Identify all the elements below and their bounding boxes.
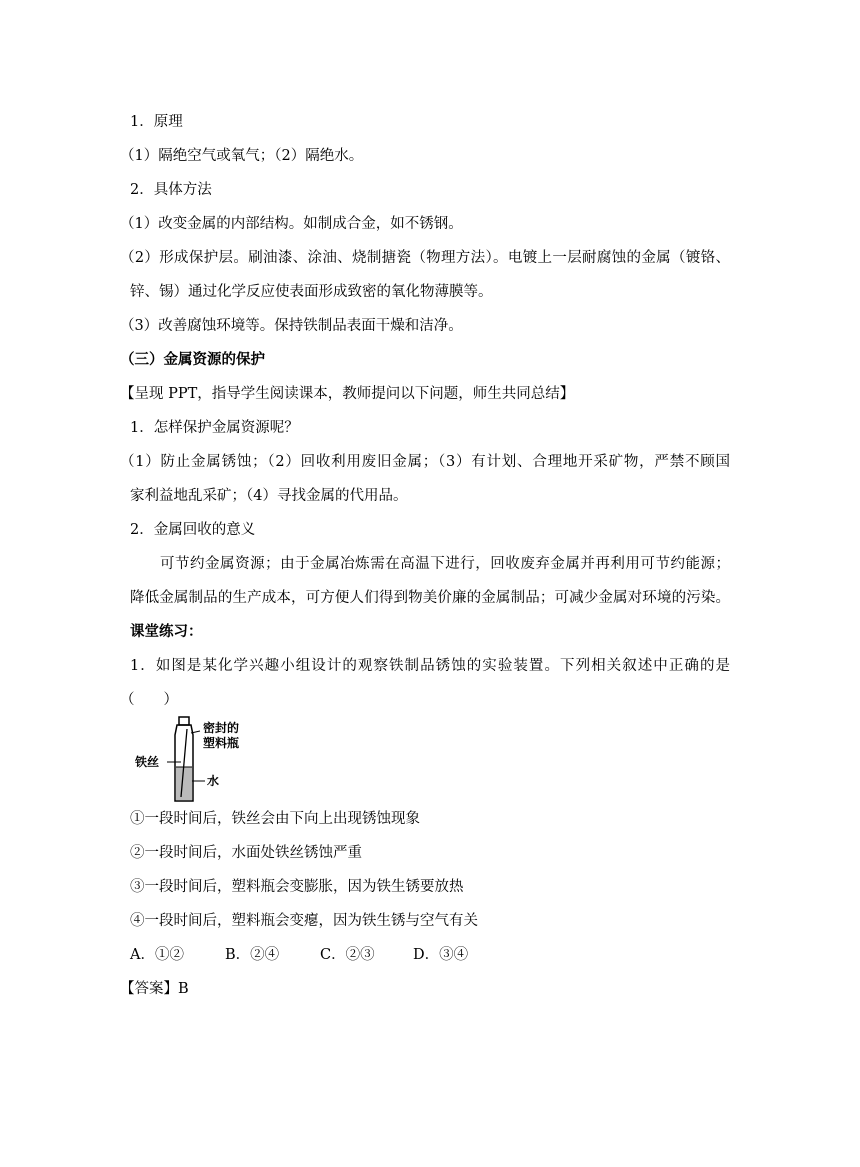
heading-principle: 1．原理 bbox=[130, 114, 183, 130]
answer-text: 【答案】B bbox=[120, 981, 189, 997]
heading-methods: 2．具体方法 bbox=[130, 182, 212, 198]
statement-1: ①一段时间后，铁丝会由下向上出现锈蚀现象 bbox=[130, 811, 420, 827]
label-sealed: 密封的 bbox=[203, 721, 240, 735]
answer-blank: （ ） bbox=[120, 692, 178, 708]
label-plastic-bottle: 塑料瓶 bbox=[203, 736, 240, 750]
question-1-stem: 1．如图是某化学兴趣小组设计的观察铁制品锈蚀的实验装置。下列相关叙述中正确的是 bbox=[130, 658, 730, 674]
principle-text: （1）隔绝空气或氧气；（2）隔绝水。 bbox=[120, 148, 364, 164]
heading-recycling: 2．金属回收的意义 bbox=[130, 522, 256, 538]
option-c: C．②③ bbox=[320, 947, 375, 963]
label-water: 水 bbox=[207, 774, 220, 788]
question-how-protect: 1．怎样保护金属资源呢？ bbox=[130, 420, 299, 436]
statement-2: ②一段时间后，水面处铁丝锈蚀严重 bbox=[130, 845, 362, 861]
option-b: B．②④ bbox=[225, 947, 280, 963]
section-heading-protection: （三）金属资源的保护 bbox=[120, 351, 265, 368]
statement-3: ③一段时间后，塑料瓶会变膨胀，因为铁生锈要放热 bbox=[130, 879, 464, 895]
method-2-line-2: 锌、锡）通过化学反应使表面形成致密的氧化物薄膜等。 bbox=[130, 284, 493, 300]
method-2-line-1: （2）形成保护层。刷油漆、涂油、烧制搪瓷（物理方法）。电镀上一层耐腐蚀的金属（镀铬、 bbox=[120, 250, 730, 266]
protect-answer-line-1: （1）防止金属锈蚀；（2）回收利用废旧金属；（3）有计划、合理地开采矿物，严禁不顾国 bbox=[120, 454, 730, 470]
option-d: D．③④ bbox=[413, 947, 469, 963]
method-1: （1）改变金属的内部结构。如制成合金，如不锈钢。 bbox=[120, 216, 463, 232]
protect-answer-line-2: 家利益地乱采矿；（4）寻找金属的代用品。 bbox=[130, 488, 408, 504]
label-iron-wire: 铁丝 bbox=[135, 755, 160, 769]
recycling-line-1: 可节约金属资源；由于金属冶炼需在高温下进行，回收废弃金属并再利用可节约能源； bbox=[160, 556, 730, 572]
method-3: （3）改善腐蚀环境等。保持铁制品表面干燥和洁净。 bbox=[120, 318, 463, 334]
exercise-heading: 课堂练习： bbox=[130, 623, 203, 640]
bottle-experiment-figure bbox=[135, 715, 260, 803]
ppt-instruction: 【呈现 PPT，指导学生阅读课本，教师提问以下问题，师生共同总结】 bbox=[120, 386, 575, 402]
option-a: A．①② bbox=[130, 947, 184, 963]
recycling-line-2: 降低金属制品的生产成本，可方便人们得到物美价廉的金属制品；可减少金属对环境的污染。 bbox=[130, 590, 730, 606]
statement-4: ④一段时间后，塑料瓶会变瘪，因为铁生锈与空气有关 bbox=[130, 913, 478, 929]
